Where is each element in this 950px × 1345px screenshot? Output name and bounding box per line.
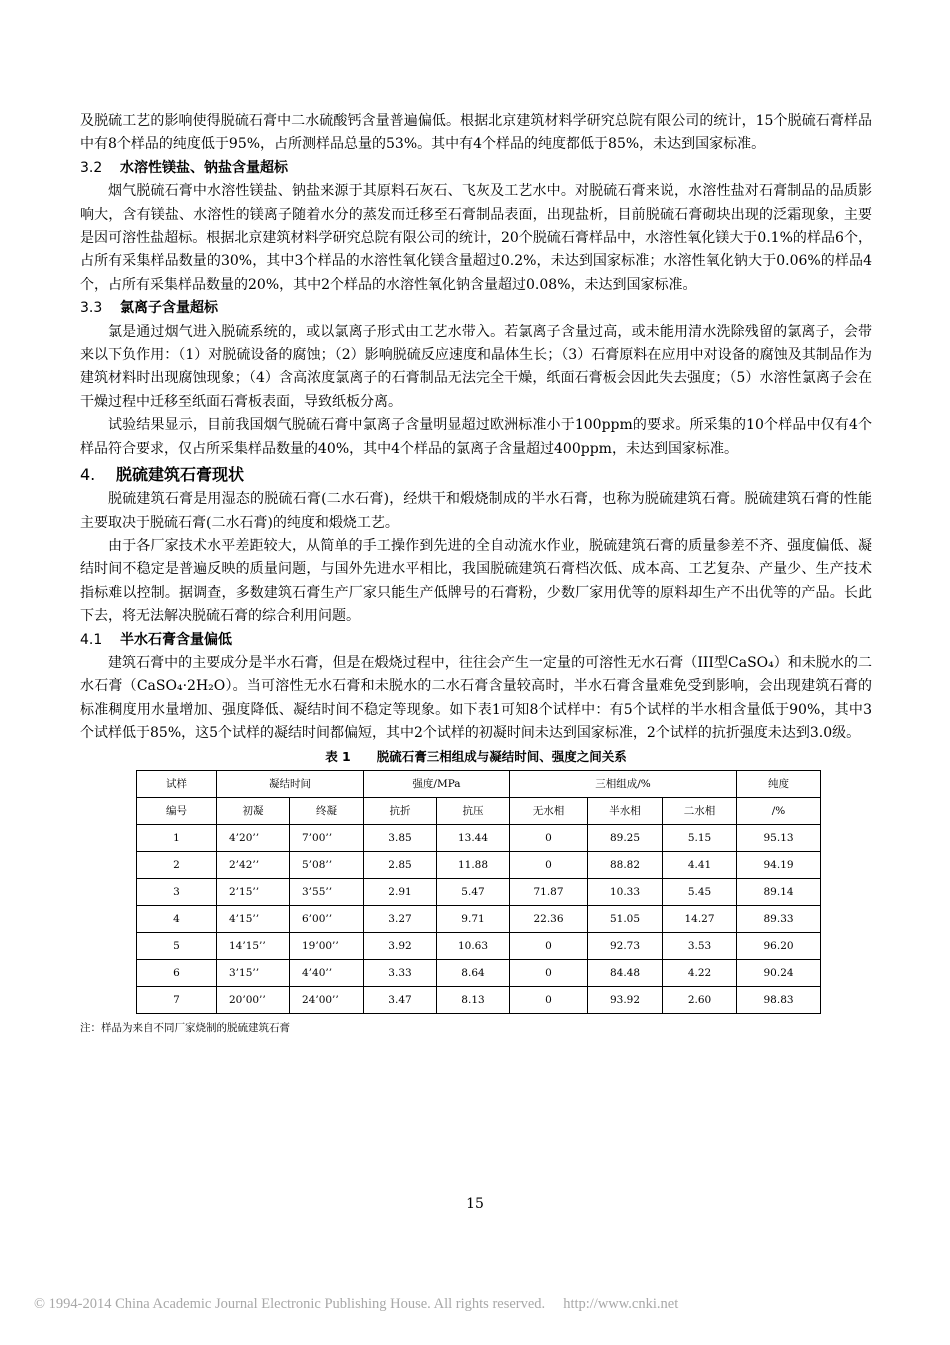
section-title: 水溶性镁盐、钠盐含量超标 (120, 159, 288, 176)
table-cell: 1 (137, 824, 217, 851)
table-cell: 2.60 (663, 986, 737, 1013)
header-cell: 强度/MPa (364, 770, 510, 797)
table-cell: 89.14 (737, 878, 821, 905)
table-note: 注：样品为来自不同厂家烧制的脱硫建筑石膏 (80, 1021, 290, 1034)
table-cell: 4 (137, 905, 217, 932)
header-cell: 凝结时间 (217, 770, 364, 797)
table-cell: 0 (510, 851, 588, 878)
table-cell: 22.36 (510, 905, 588, 932)
table-cell: 0 (510, 959, 588, 986)
table-cell: 3’15’’ (217, 959, 290, 986)
table-cell: 3.92 (364, 932, 437, 959)
table-cell: 95.13 (737, 824, 821, 851)
table-cell: 51.05 (588, 905, 663, 932)
table-cell: 0 (510, 986, 588, 1013)
article-body (80, 110, 872, 1035)
header-cell: 二水相 (663, 797, 737, 824)
section-title: 氯离子含量超标 (120, 300, 218, 317)
table-cell: 3’55’’ (290, 878, 364, 905)
table-cell: 14.27 (663, 905, 737, 932)
header-cell: 初凝 (217, 797, 290, 824)
table-row (137, 986, 821, 1013)
header-row (137, 797, 821, 824)
header-cell: /% (737, 797, 821, 824)
header-cell: 无水相 (510, 797, 588, 824)
table-cell: 89.25 (588, 824, 663, 851)
table-cell: 90.24 (737, 959, 821, 986)
section-number: 4. (80, 465, 96, 485)
section-heading-4 (80, 463, 872, 487)
table-cell: 98.83 (737, 986, 821, 1013)
table-cell: 4.41 (663, 851, 737, 878)
header-cell: 抗折 (364, 797, 437, 824)
table-cell: 5 (137, 932, 217, 959)
table-cell: 96.20 (737, 932, 821, 959)
table-cell: 4.22 (663, 959, 737, 986)
table-cell: 5’08’’ (290, 851, 364, 878)
table-cell: 7 (137, 986, 217, 1013)
table-cell: 7’00’’ (290, 824, 364, 851)
header-cell: 三相组成/% (510, 770, 737, 797)
table-cell: 10.33 (588, 878, 663, 905)
table-cell: 94.19 (737, 851, 821, 878)
section-number: 3.2 (80, 159, 103, 176)
header-cell: 试样 (137, 770, 217, 797)
table-cell: 92.73 (588, 932, 663, 959)
table-cell: 71.87 (510, 878, 588, 905)
paragraph: 建筑石膏中的主要成分是半水石膏，但是在煅烧过程中，往往会产生一定量的可溶性无水石膏（III型CaSO₄）和未脱水的二水石膏（CaSO₄·2H₂O）。当可溶性无水石膏和未脱水的二水石膏含量较高时，半水石膏含量难免受到影响，会出现建筑石膏的标准稠度用水量增加、强度降低、凝结时间不稳定等现象。如下表1可知8个试样中：有5个试样的半水相含量低于90%，其中3个试样低于85%，这5个试样的凝结时间都偏短，其中2个试样的初凝时间未达到国家标准，2个试样的抗折强度未达到3.0级。 (80, 654, 872, 742)
table-row (137, 878, 821, 905)
table-cell: 4’40’’ (290, 959, 364, 986)
table-cell: 5.47 (437, 878, 510, 905)
page-number: 15 (466, 1196, 484, 1212)
header-cell: 纯度 (737, 770, 821, 797)
header-cell: 终凝 (290, 797, 364, 824)
paragraph: 试验结果显示，目前我国烟气脱硫石膏中氯离子含量明显超过欧洲标准小于100ppm的要求。所采集的10个样品中仅有4个样品符合要求，仅占所采集样品数量的40%，其中4个样品的氯离子含量超过400ppm，未达到国家标准。 (80, 417, 872, 457)
table-cell: 8.64 (437, 959, 510, 986)
section-heading-3-2 (80, 157, 872, 180)
footer-url: http://www.cnki.net (563, 1296, 679, 1312)
table-label: 表 1 (325, 748, 351, 764)
table-cell: 2’15’’ (217, 878, 290, 905)
table-cell: 2.85 (364, 851, 437, 878)
table-cell: 24’00’’ (290, 986, 364, 1013)
table-row (137, 824, 821, 851)
section-number: 3.3 (80, 300, 103, 317)
paragraph: 及脱硫工艺的影响使得脱硫石膏中二水硫酸钙含量普遍偏低。根据北京建筑材料学研究总院有限公司的统计，15个脱硫石膏样品中有8个样品的纯度低于95%，占所测样品总量的53%。其中有4个样品的纯度都低于85%，未达到国家标准。 (80, 113, 872, 153)
table-cell: 2’42’’ (217, 851, 290, 878)
table-cell: 3.27 (364, 905, 437, 932)
data-table (136, 770, 821, 1014)
section-heading-3-3 (80, 297, 872, 320)
table-cell: 5.45 (663, 878, 737, 905)
table-cell: 84.48 (588, 959, 663, 986)
header-row (137, 770, 821, 797)
table-cell: 8.13 (437, 986, 510, 1013)
table-cell: 13.44 (437, 824, 510, 851)
section-heading-4-1 (80, 629, 872, 652)
table-cell: 3.53 (663, 932, 737, 959)
table-cell: 19’00’’ (290, 932, 364, 959)
table-cell: 10.63 (437, 932, 510, 959)
table-cell: 3.85 (364, 824, 437, 851)
table-row (137, 959, 821, 986)
table-cell: 20’00’’ (217, 986, 290, 1013)
table-cell: 3.47 (364, 986, 437, 1013)
table-cell: 93.92 (588, 986, 663, 1013)
table-cell: 3 (137, 878, 217, 905)
paragraph: 氯是通过烟气进入脱硫系统的，或以氯离子形式由工艺水带入。若氯离子含量过高，或未能用清水洗除残留的氯离子，会带来以下负作用：（1）对脱硫设备的腐蚀；（2）影响脱硫反应速度和晶体生长；（3）石膏原料在应用中对设备的腐蚀及其制品作为建筑材料时出现腐蚀现象；（4）含高浓度氯离子的石膏制品无法完全干燥，纸面石膏板会因此失去强度；（5）水溶性氯离子会在干燥过程中迁移至纸面石膏板表面，导致纸板分离。 (80, 323, 872, 410)
copyright-text: © 1994-2014 China Academic Journal Electronic Publishing House. All rights reserved. (34, 1296, 546, 1312)
table-cell: 5.15 (663, 824, 737, 851)
table-cell: 6 (137, 959, 217, 986)
table-caption (80, 747, 872, 765)
copyright-footer (34, 1296, 678, 1313)
table-cell: 11.88 (437, 851, 510, 878)
section-title: 半水石膏含量偏低 (120, 631, 232, 648)
section-number: 4.1 (80, 631, 103, 648)
table-cell: 2.91 (364, 878, 437, 905)
header-cell: 半水相 (588, 797, 663, 824)
table-title: 脱硫石膏三相组成与凝结时间、强度之间关系 (376, 748, 627, 764)
table-cell: 88.82 (588, 851, 663, 878)
table-row (137, 851, 821, 878)
header-cell: 编号 (137, 797, 217, 824)
table-cell: 4’15’’ (217, 905, 290, 932)
table-cell: 2 (137, 851, 217, 878)
table-cell: 14’15’’ (217, 932, 290, 959)
paragraph: 由于各厂家技术水平差距较大，从简单的手工操作到先进的全自动流水作业，脱硫建筑石膏的质量参差不齐、强度偏低、凝结时间不稳定是普遍反映的质量问题，与国外先进水平相比，我国脱硫建筑石膏档次低、成本高、工艺复杂、产量少、生产技术指标难以控制。据调查，多数建筑石膏生产厂家只能生产低牌号的石膏粉，少数厂家用优等的原料却生产不出优等的产品。长此下去，将无法解决脱硫石膏的综合利用问题。 (80, 537, 872, 625)
header-cell: 抗压 (437, 797, 510, 824)
table-row (137, 905, 821, 932)
table-cell: 6’00’’ (290, 905, 364, 932)
table-cell: 3.33 (364, 959, 437, 986)
table-cell: 0 (510, 824, 588, 851)
table-row (137, 932, 821, 959)
table-cell: 0 (510, 932, 588, 959)
table-cell: 4’20’’ (217, 824, 290, 851)
paragraph: 烟气脱硫石膏中水溶性镁盐、钠盐来源于其原料石灰石、飞灰及工艺水中。对脱硫石膏来说，水溶性盐对石膏制品的品质影响大，含有镁盐、水溶性的镁离子随着水分的蒸发而迁移至石膏制品表面，出现盐析，目前脱硫石膏砌块出现的泛霜现象，主要是因可溶性盐超标。根据北京建筑材料学研究总院有限公司的统计，20个脱硫石膏样品中，水溶性氧化镁大于0.1%的样品6个，占所有采集样品数量的30%，其中3个样品的水溶性氧化镁含量超过0.2%，未达到国家标准；水溶性氧化钠大于0.06%的样品4个，占所有采集样品数量的20%，其中2个样品的水溶性氧化钠含量超过0.08%，未达到国家标准。 (80, 183, 872, 293)
table-cell: 9.71 (437, 905, 510, 932)
table-cell: 89.33 (737, 905, 821, 932)
paragraph: 脱硫建筑石膏是用湿态的脱硫石膏(二水石膏)，经烘干和煅烧制成的半水石膏，也称为脱硫建筑石膏。脱硫建筑石膏的性能主要取决于脱硫石膏(二水石膏)的纯度和煅烧工艺。 (80, 491, 872, 531)
section-title: 脱硫建筑石膏现状 (116, 465, 245, 485)
